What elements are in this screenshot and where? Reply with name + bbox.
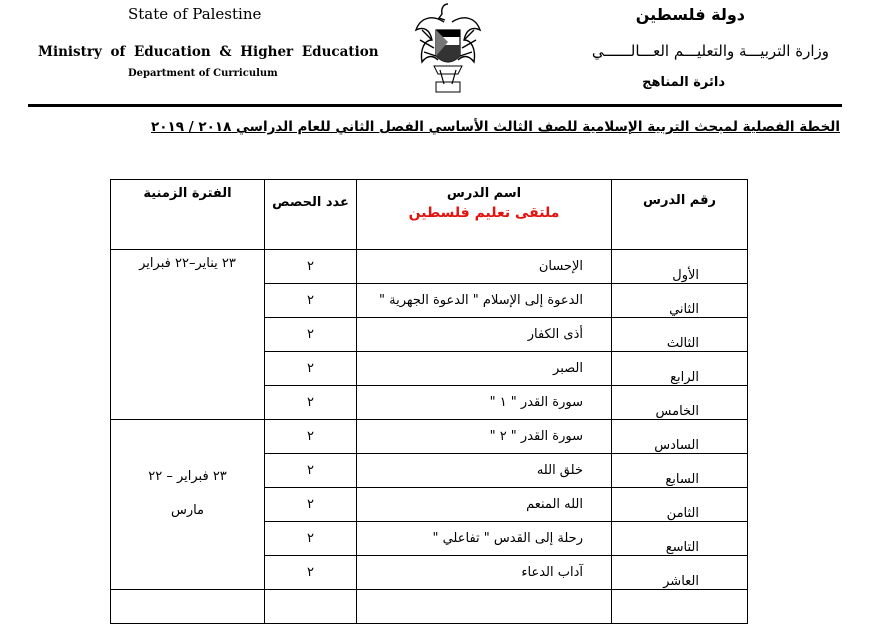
table-header-row [111,180,748,250]
header-lesson-number: رقم الدرس [612,180,748,250]
lesson-number-cell: العاشر [612,556,748,590]
lesson-number-cell: التاسع [612,522,748,556]
arabic-ministry-name: وزارة التربيـــة والتعليـــم العـــالــــــي [591,42,829,60]
lesson-name-cell: أذى الكفار [357,318,612,352]
english-department-name: Department of Curriculum [128,68,278,79]
lesson-number-cell: الثالث [612,318,748,352]
timeframe-cell [111,420,265,590]
timeframe-cell [111,250,265,420]
header-divider [28,104,842,107]
lesson-name-cell: الإحسان [357,250,612,284]
lesson-name-cell: سورة القدر " ١ " [357,386,612,420]
lesson-name-cell: سورة القدر " ٢ " [357,420,612,454]
watermark-label: ملتقى تعليم فلسطين [408,205,560,221]
lesson-number-cell: الخامس [612,386,748,420]
header-lesson-name-label: اسم الدرس [446,186,522,201]
period-count-cell: ٢ [265,250,357,284]
arabic-department-name: دائرة المناهج [642,75,725,90]
period-count-cell: ٢ [265,420,357,454]
arabic-state-name: دولة فلسطين [635,5,745,24]
period-count-cell: ٢ [265,386,357,420]
lesson-name-cell: آداب الدعاء [357,556,612,590]
timeframe-text: ٢٣ فبراير – ٢٢ مارس [148,469,227,518]
lesson-number-cell: الثاني [612,284,748,318]
document-title: الخطة الفصلية لمبحث التربية الإسلامية للصف الثالث الأساسي الفصل الثاني للعام الدراسي ٢٠١٨ / ٢٠١٩ [151,119,840,135]
lesson-name-cell: الدعوة إلى الإسلام " الدعوة الجهرية " [357,284,612,318]
table-row-partial [111,590,748,624]
timeframe-text: ٢٣ يناير–٢٢ فبراير [139,256,236,271]
header-lesson-name [357,180,612,250]
period-count-cell: ٢ [265,352,357,386]
palestine-eagle-emblem [414,0,482,100]
table-row [111,250,748,284]
period-count-cell: ٢ [265,488,357,522]
header-timeframe: الفترة الزمنية [111,180,265,250]
period-count-cell: ٢ [265,454,357,488]
lesson-name-cell: خلق الله [357,454,612,488]
lesson-plan-table [110,179,748,624]
period-count-cell: ٢ [265,318,357,352]
period-count-cell: ٢ [265,522,357,556]
period-count-cell: ٢ [265,284,357,318]
lesson-number-cell: الثامن [612,488,748,522]
period-count-cell: ٢ [265,556,357,590]
lesson-name-cell: الله المنعم [357,488,612,522]
table-row [111,420,748,454]
lesson-number-cell: الأول [612,250,748,284]
lesson-name-cell: الصبر [357,352,612,386]
english-ministry-name: Ministry of Education & Higher Education [38,44,379,60]
lesson-number-cell: الرابع [612,352,748,386]
lesson-number-cell: السادس [612,420,748,454]
lesson-name-cell: رحلة إلى القدس " تفاعلي " [357,522,612,556]
english-state-name: State of Palestine [128,5,262,23]
header-period-count: عدد الحصص [265,180,357,250]
lesson-number-cell: السابع [612,454,748,488]
